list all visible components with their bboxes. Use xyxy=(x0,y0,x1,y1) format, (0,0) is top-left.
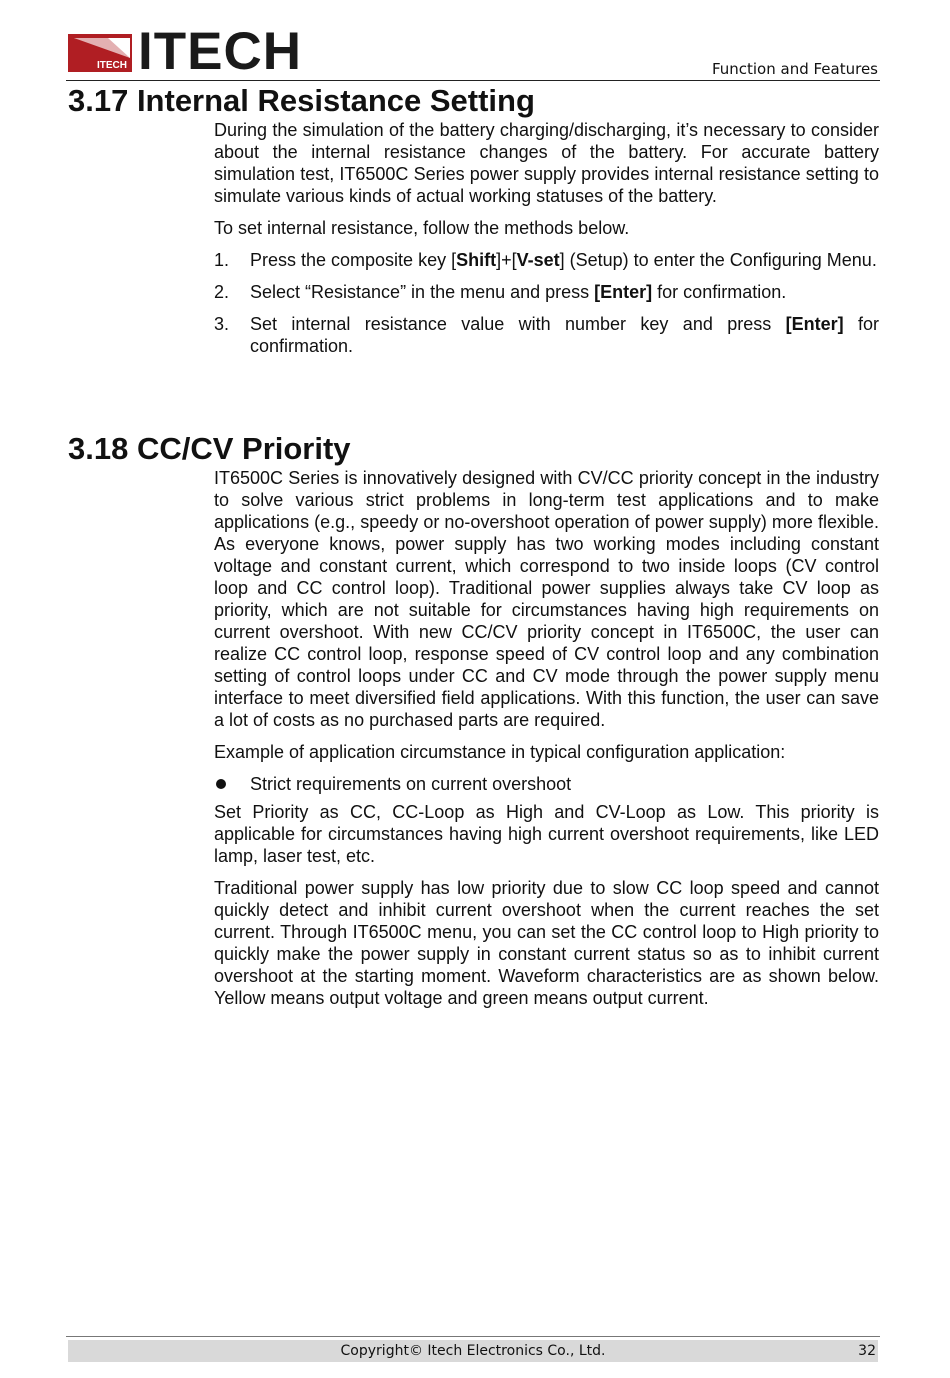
step-number: 2. xyxy=(214,282,230,302)
key-enter: [Enter] xyxy=(594,282,653,302)
paragraph: To set internal resistance, follow the methods below. xyxy=(214,218,630,238)
bullet-text: Strict requirements on current overshoot xyxy=(250,774,572,794)
step-item xyxy=(214,249,879,271)
svg-text:ITECH: ITECH xyxy=(97,60,127,71)
key-shift: Shift xyxy=(456,250,497,270)
step-item xyxy=(214,313,879,357)
section-body-3-18 xyxy=(214,467,879,1019)
bullet-item xyxy=(214,773,879,795)
bullet-dot-icon xyxy=(214,773,250,795)
paragraph: IT6500C Series is innovatively designed with CV/CC priority concept in the industry to solve various strict problems in long-term test applications and to make applications (e.g., speedy or no-overshoot operation of power supply) more flexible. As everyone knows, power supply has two working modes including constant voltage and constant current, which correspond to two inside loops (CV control loop and CC control loop). Traditional power supplies always take CV loop as priority, which are not suitable for circumstances having high requirements on current overshoot. With new CC/CV priority concept in IT6500C, the user can realize CC control loop, response speed of CV control loop and any combination setting of control loops under CC and CV mode through the power supply menu interface to meet diversified field applications. With this function, the user can save a lot of costs as no purchased parts are required. xyxy=(214,468,879,730)
step-item xyxy=(214,281,879,303)
step-text: Set internal resistance value with number key and press [Enter] for confirmation. xyxy=(250,314,879,356)
footer-divider xyxy=(66,1336,880,1337)
step-number: 3. xyxy=(214,314,230,334)
key-vset: V-set xyxy=(516,250,560,270)
section-title-3-18: 3.18 CC/CV Priority xyxy=(68,431,351,466)
header-divider xyxy=(66,80,880,81)
paragraph: Example of application circumstance in typical configuration application: xyxy=(214,742,786,762)
step-text: Press the composite key [Shift]+[V-set] (Setup) to enter the Configuring Menu. xyxy=(250,250,877,270)
section-body-3-17 xyxy=(214,119,879,367)
step-number: 1. xyxy=(214,250,230,270)
paragraph: Set Priority as CC, CC-Loop as High and CV-Loop as Low. This priority is applicable for circumstances having high current overshoot requirements, like LED lamp, laser test, etc. xyxy=(214,802,879,866)
paragraph: During the simulation of the battery charging/discharging, it’s necessary to consider about the internal resistance changes of the battery. For accurate battery simulation test, IT6500C Series power supply provides internal resistance setting to simulate various kinds of actual working statuses of the battery. xyxy=(214,120,879,206)
logo-wordmark: ITECH xyxy=(138,22,302,81)
itech-badge-icon xyxy=(68,34,132,72)
copyright-text: Copyright© Itech Electronics Co., Ltd. xyxy=(340,1343,606,1359)
page-footer xyxy=(68,1340,878,1362)
section-title-3-17: 3.17 Internal Resistance Setting xyxy=(68,83,535,118)
step-text: Select “Resistance” in the menu and press [Enter] for confirmation. xyxy=(250,282,787,302)
steps-list xyxy=(214,249,879,357)
itech-logo xyxy=(68,22,308,81)
running-header: Function and Features xyxy=(711,60,878,78)
key-enter: [Enter] xyxy=(785,314,844,334)
paragraph: Traditional power supply has low priority due to slow CC loop speed and cannot quickly detect and inhibit current overshoot when the current reaches the set current. Through IT6500C menu, you can set the CC control loop to High priority to quickly make the power supply in constant current status so as to inhibit current overshoot at the starting moment. Waveform characteristics are as shown below. Yellow means output voltage and green means output current. xyxy=(214,878,879,1008)
page-number: 32 xyxy=(858,1343,876,1359)
